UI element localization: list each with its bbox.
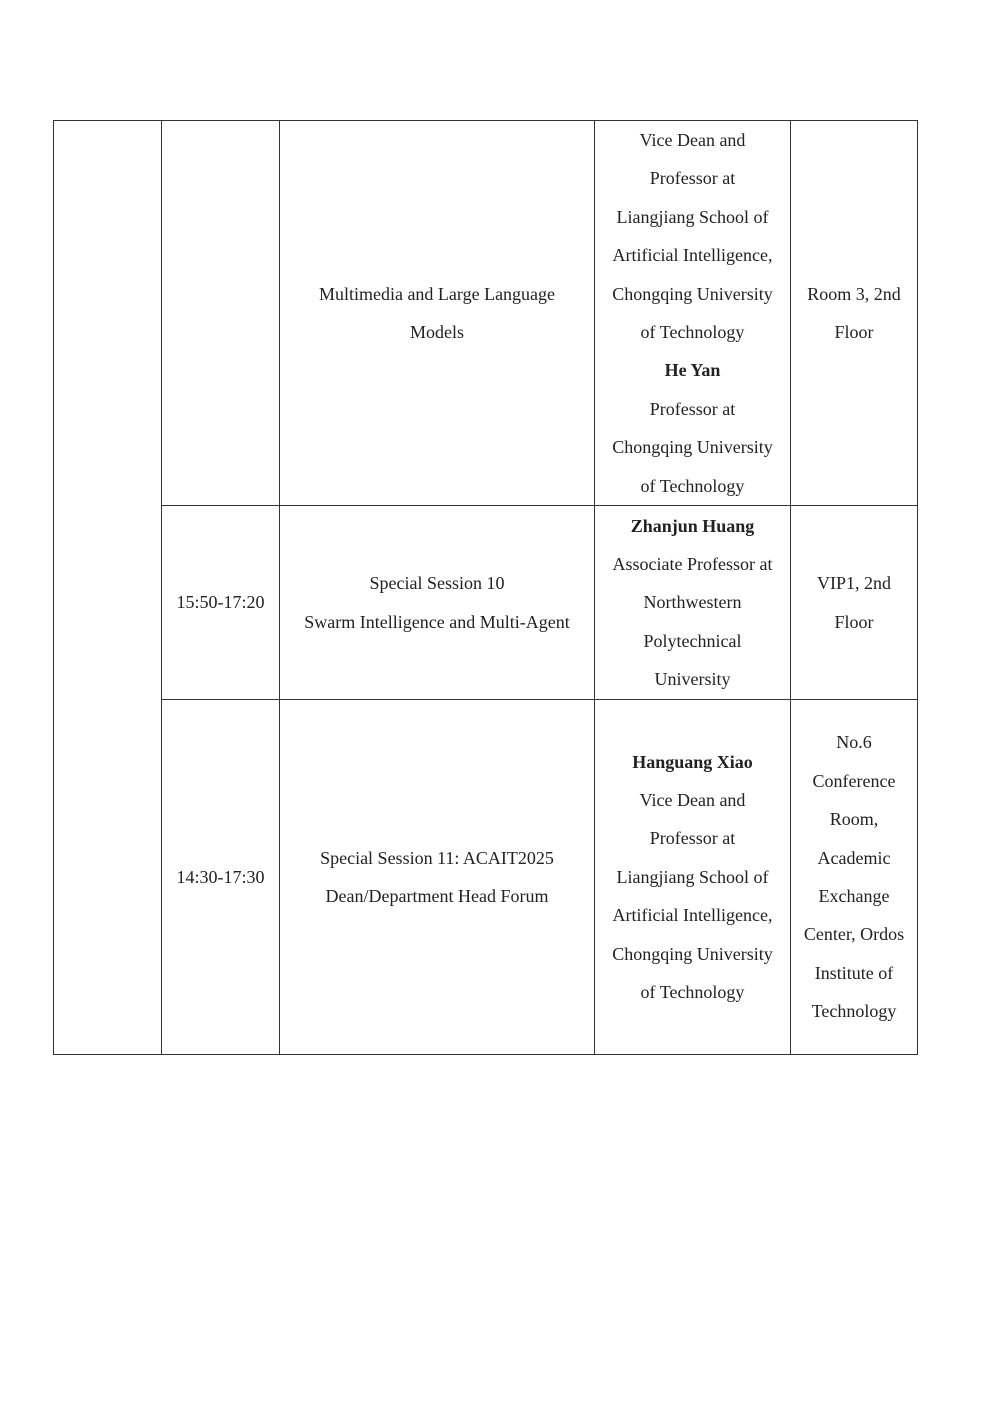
venue-line: Technology	[811, 1001, 897, 1022]
chair-line: Northwestern	[643, 592, 742, 613]
chair-line: Vice Dean and	[639, 130, 746, 150]
table-row	[54, 506, 918, 700]
time-cell: 14:30-17:30	[162, 700, 280, 1055]
chair-line: Chongqing University	[612, 437, 773, 458]
session-title-line: Special Session 11: ACAIT2025	[320, 847, 554, 868]
chair-line: of Technology	[640, 475, 745, 496]
time-cell: 15:50-17:20	[162, 506, 280, 700]
chair-line: Professor at	[649, 168, 736, 189]
session-title-line: Models	[410, 322, 464, 343]
session-title-line: Swarm Intelligence and Multi-Agent	[304, 611, 570, 632]
day-cell	[54, 121, 162, 1055]
venue-cell	[791, 700, 918, 1055]
chair-cell	[595, 700, 791, 1055]
chair-line: Chongqing University	[612, 943, 773, 964]
venue-line: VIP1, 2nd	[816, 573, 891, 594]
table-row	[54, 700, 918, 1055]
time-cell	[162, 121, 280, 506]
session-cell	[280, 700, 595, 1055]
chair-line: Vice Dean and	[639, 790, 746, 811]
session-cell	[280, 506, 595, 700]
venue-line: Institute of	[814, 962, 894, 983]
chair-line: Liangjiang School of	[616, 206, 769, 227]
chair-line: Polytechnical	[643, 630, 742, 651]
chair-line: of Technology	[640, 322, 745, 343]
session-title-line: Dean/Department Head Forum	[325, 886, 549, 907]
chair-name: He Yan	[664, 360, 721, 381]
chair-line: of Technology	[640, 982, 745, 1003]
chair-cell	[595, 121, 791, 506]
venue-line: Floor	[834, 322, 874, 343]
chair-line: Artificial Intelligence,	[612, 245, 773, 266]
chair-cell	[595, 506, 791, 700]
chair-line: Professor at	[649, 828, 736, 849]
venue-line: Center, Ordos	[803, 924, 905, 945]
chair-name: Zhanjun Huang	[630, 515, 755, 536]
venue-line: Academic	[817, 847, 891, 868]
chair-line: University	[654, 669, 731, 690]
schedule-table	[53, 120, 918, 1055]
venue-line: Room,	[829, 809, 879, 830]
chair-line: Associate Professor at	[612, 553, 773, 574]
chair-line: Artificial Intelligence,	[612, 905, 773, 926]
venue-line: No.6	[836, 732, 872, 753]
chair-name: Hanguang Xiao	[632, 751, 753, 772]
table-row	[54, 121, 918, 506]
venue-line: Exchange	[818, 886, 890, 907]
chair-line: Chongqing University	[612, 283, 773, 304]
session-cell	[280, 121, 595, 506]
chair-line: Liangjiang School of	[616, 866, 769, 887]
venue-cell	[791, 121, 918, 506]
chair-line: Professor at	[649, 398, 736, 419]
session-title-line: Multimedia and Large Language	[318, 283, 556, 304]
venue-line: Conference	[812, 770, 896, 791]
venue-line: Floor	[834, 611, 874, 632]
session-title-line: Special Session 10	[369, 573, 505, 594]
venue-line: Room 3, 2nd	[807, 283, 901, 304]
venue-cell	[791, 506, 918, 700]
